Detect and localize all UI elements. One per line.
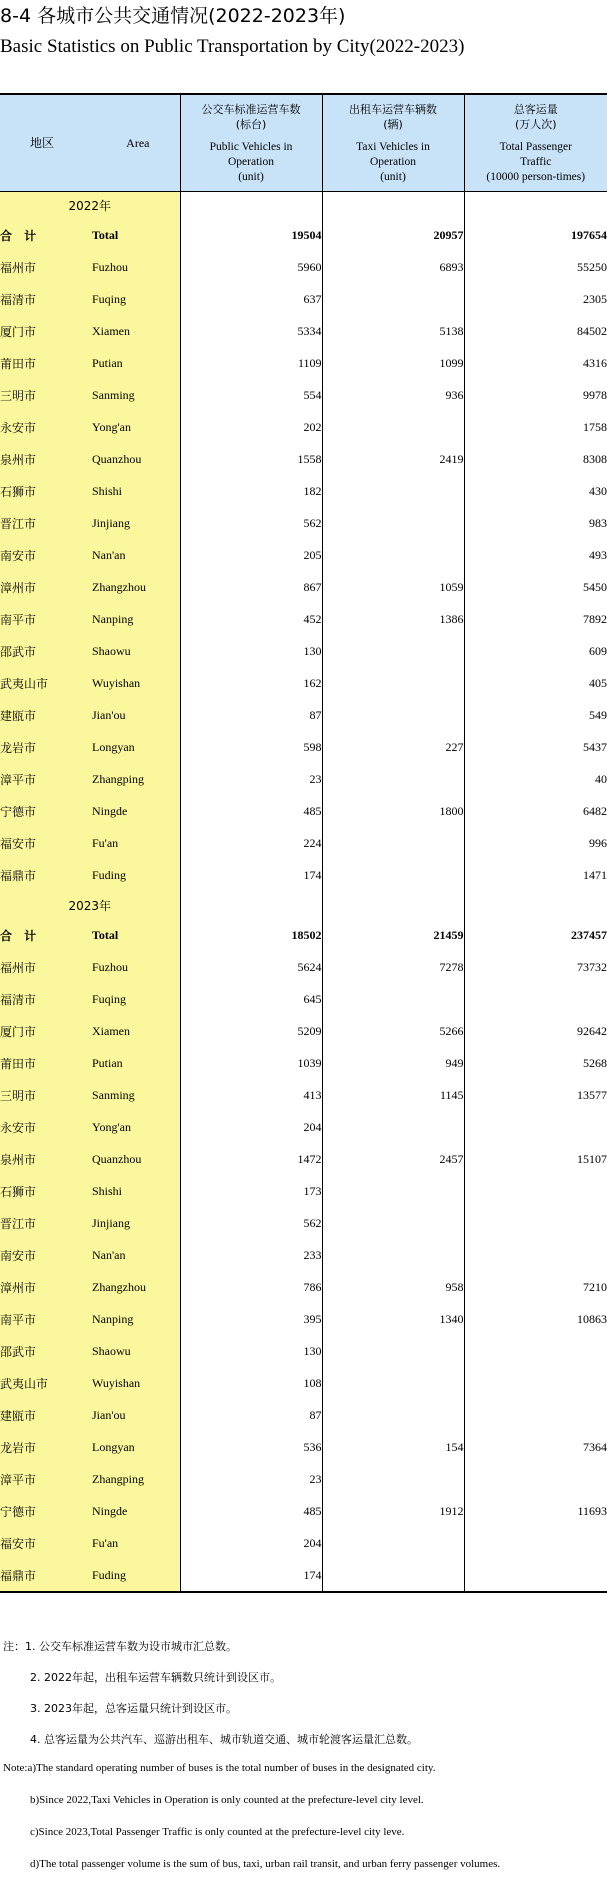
taxi-count <box>322 508 464 540</box>
taxi-count: 20957 <box>322 220 464 252</box>
bus-count: 174 <box>180 1560 322 1592</box>
taxi-count: 227 <box>322 732 464 764</box>
city-name-en: Wuyishan <box>92 668 180 700</box>
table-row <box>0 1528 607 1560</box>
taxi-count: 1059 <box>322 572 464 604</box>
passenger-traffic: 5437 <box>583 740 607 754</box>
year-label <box>0 192 180 220</box>
city-name-en: Quanzhou <box>92 1144 180 1176</box>
taxi-count: 1099 <box>322 348 464 380</box>
note-cn-3: 3. 2023年起，总客运量只统计到设区市。 <box>30 1702 237 1715</box>
taxi-count: 1800 <box>322 796 464 828</box>
city-name-en: Zhangzhou <box>92 1272 180 1304</box>
city-name-cn: 宁德市 <box>0 1496 92 1528</box>
taxi-count <box>322 828 464 860</box>
city-name-en: Shaowu <box>92 636 180 668</box>
passenger-column-header <box>464 95 607 192</box>
bus-count: 645 <box>180 984 322 1016</box>
note-cn-1: 注：1. 公交车标准运营车数为设市城市汇总数。 <box>3 1640 237 1653</box>
bus-count: 23 <box>180 764 322 796</box>
passenger-traffic: 1471 <box>583 868 607 882</box>
city-name-cn: 莆田市 <box>0 348 92 380</box>
taxi-count: 958 <box>322 1272 464 1304</box>
table-row <box>0 860 607 892</box>
city-name-en: Fuding <box>92 860 180 892</box>
bus-count: 5334 <box>180 316 322 348</box>
city-name-en: Xiamen <box>92 316 180 348</box>
taxi-count: 1340 <box>322 1304 464 1336</box>
table-row <box>0 1240 607 1272</box>
bus-count: 182 <box>180 476 322 508</box>
passenger-traffic: 84502 <box>577 324 607 338</box>
table-row <box>0 540 607 572</box>
city-name-en: Fu'an <box>92 1528 180 1560</box>
passenger-traffic: 197654 <box>571 228 607 242</box>
table-row <box>0 412 607 444</box>
table-row <box>0 1144 607 1176</box>
city-name-cn: 福清市 <box>0 284 92 316</box>
taxi-count: 1145 <box>322 1080 464 1112</box>
bus-count: 205 <box>180 540 322 572</box>
bus-count: 233 <box>180 1240 322 1272</box>
passenger-traffic: 92642 <box>577 1024 607 1038</box>
table-row <box>0 1496 607 1528</box>
city-name-en: Zhangping <box>92 764 180 796</box>
city-name-en: Shaowu <box>92 1336 180 1368</box>
table-row <box>0 764 607 796</box>
bus-column-header <box>180 95 322 192</box>
bus-count: 485 <box>180 796 322 828</box>
city-name-cn: 宁德市 <box>0 796 92 828</box>
city-name-en: Putian <box>92 348 180 380</box>
passenger-traffic: 609 <box>589 644 607 658</box>
statistics-table <box>0 95 607 1593</box>
passenger-traffic: 4316 <box>583 356 607 370</box>
taxi-count: 949 <box>322 1048 464 1080</box>
bus-count: 562 <box>180 1208 322 1240</box>
note-en-a: Note:a)The standard operating number of buses is the total number of buses in the designated city. <box>3 1762 436 1774</box>
bus-count: 18502 <box>180 920 322 952</box>
passenger-traffic: 6482 <box>583 804 607 818</box>
bus-count: 1558 <box>180 444 322 476</box>
taxi-header-cn: 出租车运营车辆数 (辆) <box>349 102 437 131</box>
table-row <box>0 668 607 700</box>
year-label <box>0 892 180 920</box>
city-name-en: Longyan <box>92 732 180 764</box>
city-name-en: Zhangping <box>92 1464 180 1496</box>
city-name-en: Quanzhou <box>92 444 180 476</box>
table-row <box>0 700 607 732</box>
passenger-traffic: 7364 <box>583 1440 607 1454</box>
passenger-traffic: 983 <box>589 516 607 530</box>
passenger-traffic: 9978 <box>583 388 607 402</box>
city-name-cn: 永安市 <box>0 1112 92 1144</box>
bus-count: 202 <box>180 412 322 444</box>
city-name-en: Fuzhou <box>92 252 180 284</box>
taxi-count <box>322 1208 464 1240</box>
note-en-c: c)Since 2023,Total Passenger Traffic is only counted at the prefecture-level city leve. <box>30 1826 405 1838</box>
city-name-cn: 石狮市 <box>0 476 92 508</box>
bus-count: 162 <box>180 668 322 700</box>
passenger-traffic: 996 <box>589 836 607 850</box>
city-name-cn: 邵武市 <box>0 1336 92 1368</box>
bus-count: 5624 <box>180 952 322 984</box>
city-name-cn: 石狮市 <box>0 1176 92 1208</box>
city-name-cn: 南平市 <box>0 604 92 636</box>
bus-count: 1472 <box>180 1144 322 1176</box>
bus-count: 5209 <box>180 1016 322 1048</box>
city-name-cn: 福鼎市 <box>0 860 92 892</box>
empty-cell <box>180 892 322 920</box>
taxi-count <box>322 636 464 668</box>
bus-count: 130 <box>180 1336 322 1368</box>
table-row <box>0 1400 607 1432</box>
city-name-cn: 永安市 <box>0 412 92 444</box>
taxi-count <box>322 1528 464 1560</box>
taxi-count: 1386 <box>322 604 464 636</box>
bus-count: 173 <box>180 1176 322 1208</box>
city-name-cn: 漳平市 <box>0 764 92 796</box>
passenger-traffic: 11693 <box>577 1504 607 1518</box>
note-en-b: b)Since 2022,Taxi Vehicles in Operation is only counted at the prefecture-level city level. <box>30 1794 424 1806</box>
taxi-count <box>322 412 464 444</box>
taxi-count <box>322 668 464 700</box>
table-row <box>0 636 607 668</box>
bus-count: 485 <box>180 1496 322 1528</box>
taxi-count: 936 <box>322 380 464 412</box>
city-name-en: Shishi <box>92 476 180 508</box>
city-name-cn: 泉州市 <box>0 444 92 476</box>
city-name-en: Ningde <box>92 796 180 828</box>
city-name-cn: 南平市 <box>0 1304 92 1336</box>
taxi-count <box>322 1560 464 1592</box>
city-name-cn: 龙岩市 <box>0 1432 92 1464</box>
bus-count: 87 <box>180 700 322 732</box>
taxi-count: 7278 <box>322 952 464 984</box>
taxi-count <box>322 284 464 316</box>
bus-count: 174 <box>180 860 322 892</box>
table-row <box>0 1176 607 1208</box>
city-name-cn: 建瓯市 <box>0 700 92 732</box>
passenger-traffic <box>464 984 607 1016</box>
table-row <box>0 572 607 604</box>
city-name-cn: 武夷山市 <box>0 1368 92 1400</box>
city-name-en: Fuzhou <box>92 952 180 984</box>
city-name-en: Jian'ou <box>92 1400 180 1432</box>
passenger-traffic: 55250 <box>577 260 607 274</box>
city-name-en: Ningde <box>92 1496 180 1528</box>
bus-count: 554 <box>180 380 322 412</box>
bus-count: 786 <box>180 1272 322 1304</box>
bus-header-en: Public Vehicles in Operation (unit) <box>209 140 293 183</box>
city-name-en: Sanming <box>92 1080 180 1112</box>
taxi-count <box>322 1112 464 1144</box>
passenger-traffic: 1758 <box>583 420 607 434</box>
city-name-en: Jian'ou <box>92 700 180 732</box>
table-row <box>0 348 607 380</box>
passenger-traffic: 7892 <box>583 612 607 626</box>
area-header-cn: 地区 <box>30 135 55 150</box>
city-name-en: Jinjiang <box>92 508 180 540</box>
table-row <box>0 796 607 828</box>
table-row <box>0 476 607 508</box>
note-en-d: d)The total passenger volume is the sum of bus, taxi, urban rail transit, and urban ferry passenger volumes. <box>30 1858 501 1870</box>
table-row <box>0 1080 607 1112</box>
city-name-cn: 邵武市 <box>0 636 92 668</box>
table-row <box>0 732 607 764</box>
city-name-cn: 福安市 <box>0 1528 92 1560</box>
city-name-cn: 厦门市 <box>0 316 92 348</box>
bus-count: 536 <box>180 1432 322 1464</box>
bus-count: 23 <box>180 1464 322 1496</box>
city-name-en: Yong'an <box>92 1112 180 1144</box>
city-name-en: Yong'an <box>92 412 180 444</box>
city-name-en: Wuyishan <box>92 1368 180 1400</box>
city-name-cn: 漳平市 <box>0 1464 92 1496</box>
city-name-cn: 三明市 <box>0 1080 92 1112</box>
city-name-cn: 漳州市 <box>0 572 92 604</box>
table-row <box>0 1336 607 1368</box>
taxi-count <box>322 1400 464 1432</box>
table-row <box>0 284 607 316</box>
table-row <box>0 508 607 540</box>
city-name-cn: 合 计 <box>0 220 92 252</box>
passenger-traffic: 237457 <box>571 928 607 942</box>
passenger-traffic: 2305 <box>583 292 607 306</box>
passenger-traffic <box>464 1112 607 1144</box>
city-name-cn: 泉州市 <box>0 1144 92 1176</box>
city-name-en: Fu'an <box>92 828 180 860</box>
passenger-traffic: 5450 <box>583 580 607 594</box>
year-row <box>0 892 607 920</box>
city-name-en: Nanping <box>92 604 180 636</box>
passenger-traffic: 40 <box>595 772 607 786</box>
table-row <box>0 444 607 476</box>
passenger-traffic <box>464 1464 607 1496</box>
city-name-cn: 合 计 <box>0 920 92 952</box>
bus-count: 562 <box>180 508 322 540</box>
table-row <box>0 604 607 636</box>
taxi-count <box>322 1464 464 1496</box>
passenger-traffic <box>464 1336 607 1368</box>
city-name-cn: 福安市 <box>0 828 92 860</box>
taxi-count <box>322 1240 464 1272</box>
city-name-cn: 南安市 <box>0 540 92 572</box>
city-name-en: Nan'an <box>92 540 180 572</box>
empty-cell <box>464 192 607 220</box>
bus-count: 108 <box>180 1368 322 1400</box>
passenger-traffic: 73732 <box>577 960 607 974</box>
city-name-cn: 厦门市 <box>0 1016 92 1048</box>
city-name-cn: 福鼎市 <box>0 1560 92 1592</box>
bus-count: 1109 <box>180 348 322 380</box>
taxi-count: 2419 <box>322 444 464 476</box>
taxi-count <box>322 1368 464 1400</box>
city-name-en: Nan'an <box>92 1240 180 1272</box>
year-row <box>0 192 607 220</box>
bus-count: 204 <box>180 1112 322 1144</box>
city-name-en: Fuding <box>92 1560 180 1592</box>
city-name-en: Xiamen <box>92 1016 180 1048</box>
bus-count: 637 <box>180 284 322 316</box>
table-row <box>0 984 607 1016</box>
table-row <box>0 380 607 412</box>
city-name-en: Sanming <box>92 380 180 412</box>
city-name-en: Zhangzhou <box>92 572 180 604</box>
city-name-cn: 南安市 <box>0 1240 92 1272</box>
taxi-count <box>322 764 464 796</box>
taxi-count <box>322 700 464 732</box>
city-name-en: Total <box>92 920 180 952</box>
city-name-cn: 漳州市 <box>0 1272 92 1304</box>
bus-count: 19504 <box>180 220 322 252</box>
bus-count: 204 <box>180 1528 322 1560</box>
passenger-traffic: 405 <box>589 676 607 690</box>
area-header-en: Area <box>126 135 150 150</box>
city-name-cn: 建瓯市 <box>0 1400 92 1432</box>
table-row <box>0 1304 607 1336</box>
passenger-traffic: 549 <box>589 708 607 722</box>
taxi-column-header <box>322 95 464 192</box>
passenger-traffic: 8308 <box>583 452 607 466</box>
taxi-count <box>322 1336 464 1368</box>
passenger-traffic <box>464 1400 607 1432</box>
taxi-count: 2457 <box>322 1144 464 1176</box>
passenger-traffic: 7210 <box>583 1280 607 1294</box>
table-row <box>0 1016 607 1048</box>
taxi-header-en: Taxi Vehicles in Operation (unit) <box>356 140 430 183</box>
page-title-en: Basic Statistics on Public Transportation by City(2022-2023) <box>0 36 465 57</box>
passenger-traffic: 493 <box>589 548 607 562</box>
passenger-traffic: 13577 <box>577 1088 607 1102</box>
city-name-cn: 晋江市 <box>0 1208 92 1240</box>
bus-count: 130 <box>180 636 322 668</box>
taxi-count: 21459 <box>322 920 464 952</box>
city-name-cn: 福清市 <box>0 984 92 1016</box>
passenger-traffic <box>464 1176 607 1208</box>
passenger-traffic: 5268 <box>583 1056 607 1070</box>
city-name-en: Shishi <box>92 1176 180 1208</box>
table-row <box>0 252 607 284</box>
table-row <box>0 1208 607 1240</box>
passenger-traffic <box>464 1240 607 1272</box>
taxi-count <box>322 1176 464 1208</box>
city-name-cn: 莆田市 <box>0 1048 92 1080</box>
area-column-header <box>0 95 180 192</box>
passenger-header-cn: 总客运量 (万人次) <box>513 102 558 131</box>
city-name-en: Jinjiang <box>92 1208 180 1240</box>
total-row <box>0 920 607 952</box>
city-name-en: Nanping <box>92 1304 180 1336</box>
passenger-traffic <box>464 1368 607 1400</box>
table-row <box>0 828 607 860</box>
passenger-traffic: 10863 <box>577 1312 607 1326</box>
taxi-count <box>322 476 464 508</box>
empty-cell <box>322 192 464 220</box>
taxi-count: 5138 <box>322 316 464 348</box>
taxi-count <box>322 984 464 1016</box>
city-name-cn: 福州市 <box>0 252 92 284</box>
passenger-traffic <box>464 1208 607 1240</box>
bus-count: 598 <box>180 732 322 764</box>
empty-cell <box>322 892 464 920</box>
taxi-count: 1912 <box>322 1496 464 1528</box>
bus-count: 867 <box>180 572 322 604</box>
year-label-text: 2022年 <box>68 199 112 214</box>
city-name-en: Longyan <box>92 1432 180 1464</box>
bus-count: 395 <box>180 1304 322 1336</box>
passenger-header-en: Total Passenger Traffic (10000 person-times) <box>486 140 586 183</box>
year-label-text: 2023年 <box>68 899 112 913</box>
table-row <box>0 1048 607 1080</box>
bus-count: 5960 <box>180 252 322 284</box>
table-row <box>0 952 607 984</box>
bus-header-cn: 公交车标准运营车数 (标台) <box>201 102 301 131</box>
passenger-traffic: 430 <box>589 484 607 498</box>
taxi-count: 6893 <box>322 252 464 284</box>
city-name-en: Putian <box>92 1048 180 1080</box>
table-row <box>0 1272 607 1304</box>
city-name-en: Fuqing <box>92 284 180 316</box>
note-cn-4: 4. 总客运量为公共汽车、巡游出租车、城市轨道交通、城市轮渡客运量汇总数。 <box>30 1733 418 1746</box>
city-name-cn: 福州市 <box>0 952 92 984</box>
taxi-count: 154 <box>322 1432 464 1464</box>
city-name-cn: 三明市 <box>0 380 92 412</box>
empty-cell <box>464 892 607 920</box>
bus-count: 413 <box>180 1080 322 1112</box>
city-name-cn: 晋江市 <box>0 508 92 540</box>
empty-cell <box>180 192 322 220</box>
bus-count: 1039 <box>180 1048 322 1080</box>
city-name-en: Total <box>92 220 180 252</box>
page-title-cn: 8-4 各城市公共交通情况(2022-2023年) <box>0 5 346 27</box>
passenger-traffic <box>464 1560 607 1592</box>
passenger-traffic: 15107 <box>577 1152 607 1166</box>
city-name-cn: 龙岩市 <box>0 732 92 764</box>
note-cn-2: 2. 2022年起，出租车运营车辆数只统计到设区市。 <box>30 1671 281 1684</box>
bus-count: 87 <box>180 1400 322 1432</box>
bus-count: 452 <box>180 604 322 636</box>
table-row <box>0 1464 607 1496</box>
table-row <box>0 316 607 348</box>
city-name-cn: 武夷山市 <box>0 668 92 700</box>
taxi-count: 5266 <box>322 1016 464 1048</box>
passenger-traffic <box>464 1528 607 1560</box>
taxi-count <box>322 540 464 572</box>
taxi-count <box>322 860 464 892</box>
table-row <box>0 1368 607 1400</box>
table-row <box>0 1112 607 1144</box>
total-row <box>0 220 607 252</box>
bus-count: 224 <box>180 828 322 860</box>
table-row <box>0 1560 607 1592</box>
city-name-en: Fuqing <box>92 984 180 1016</box>
table-row <box>0 1432 607 1464</box>
